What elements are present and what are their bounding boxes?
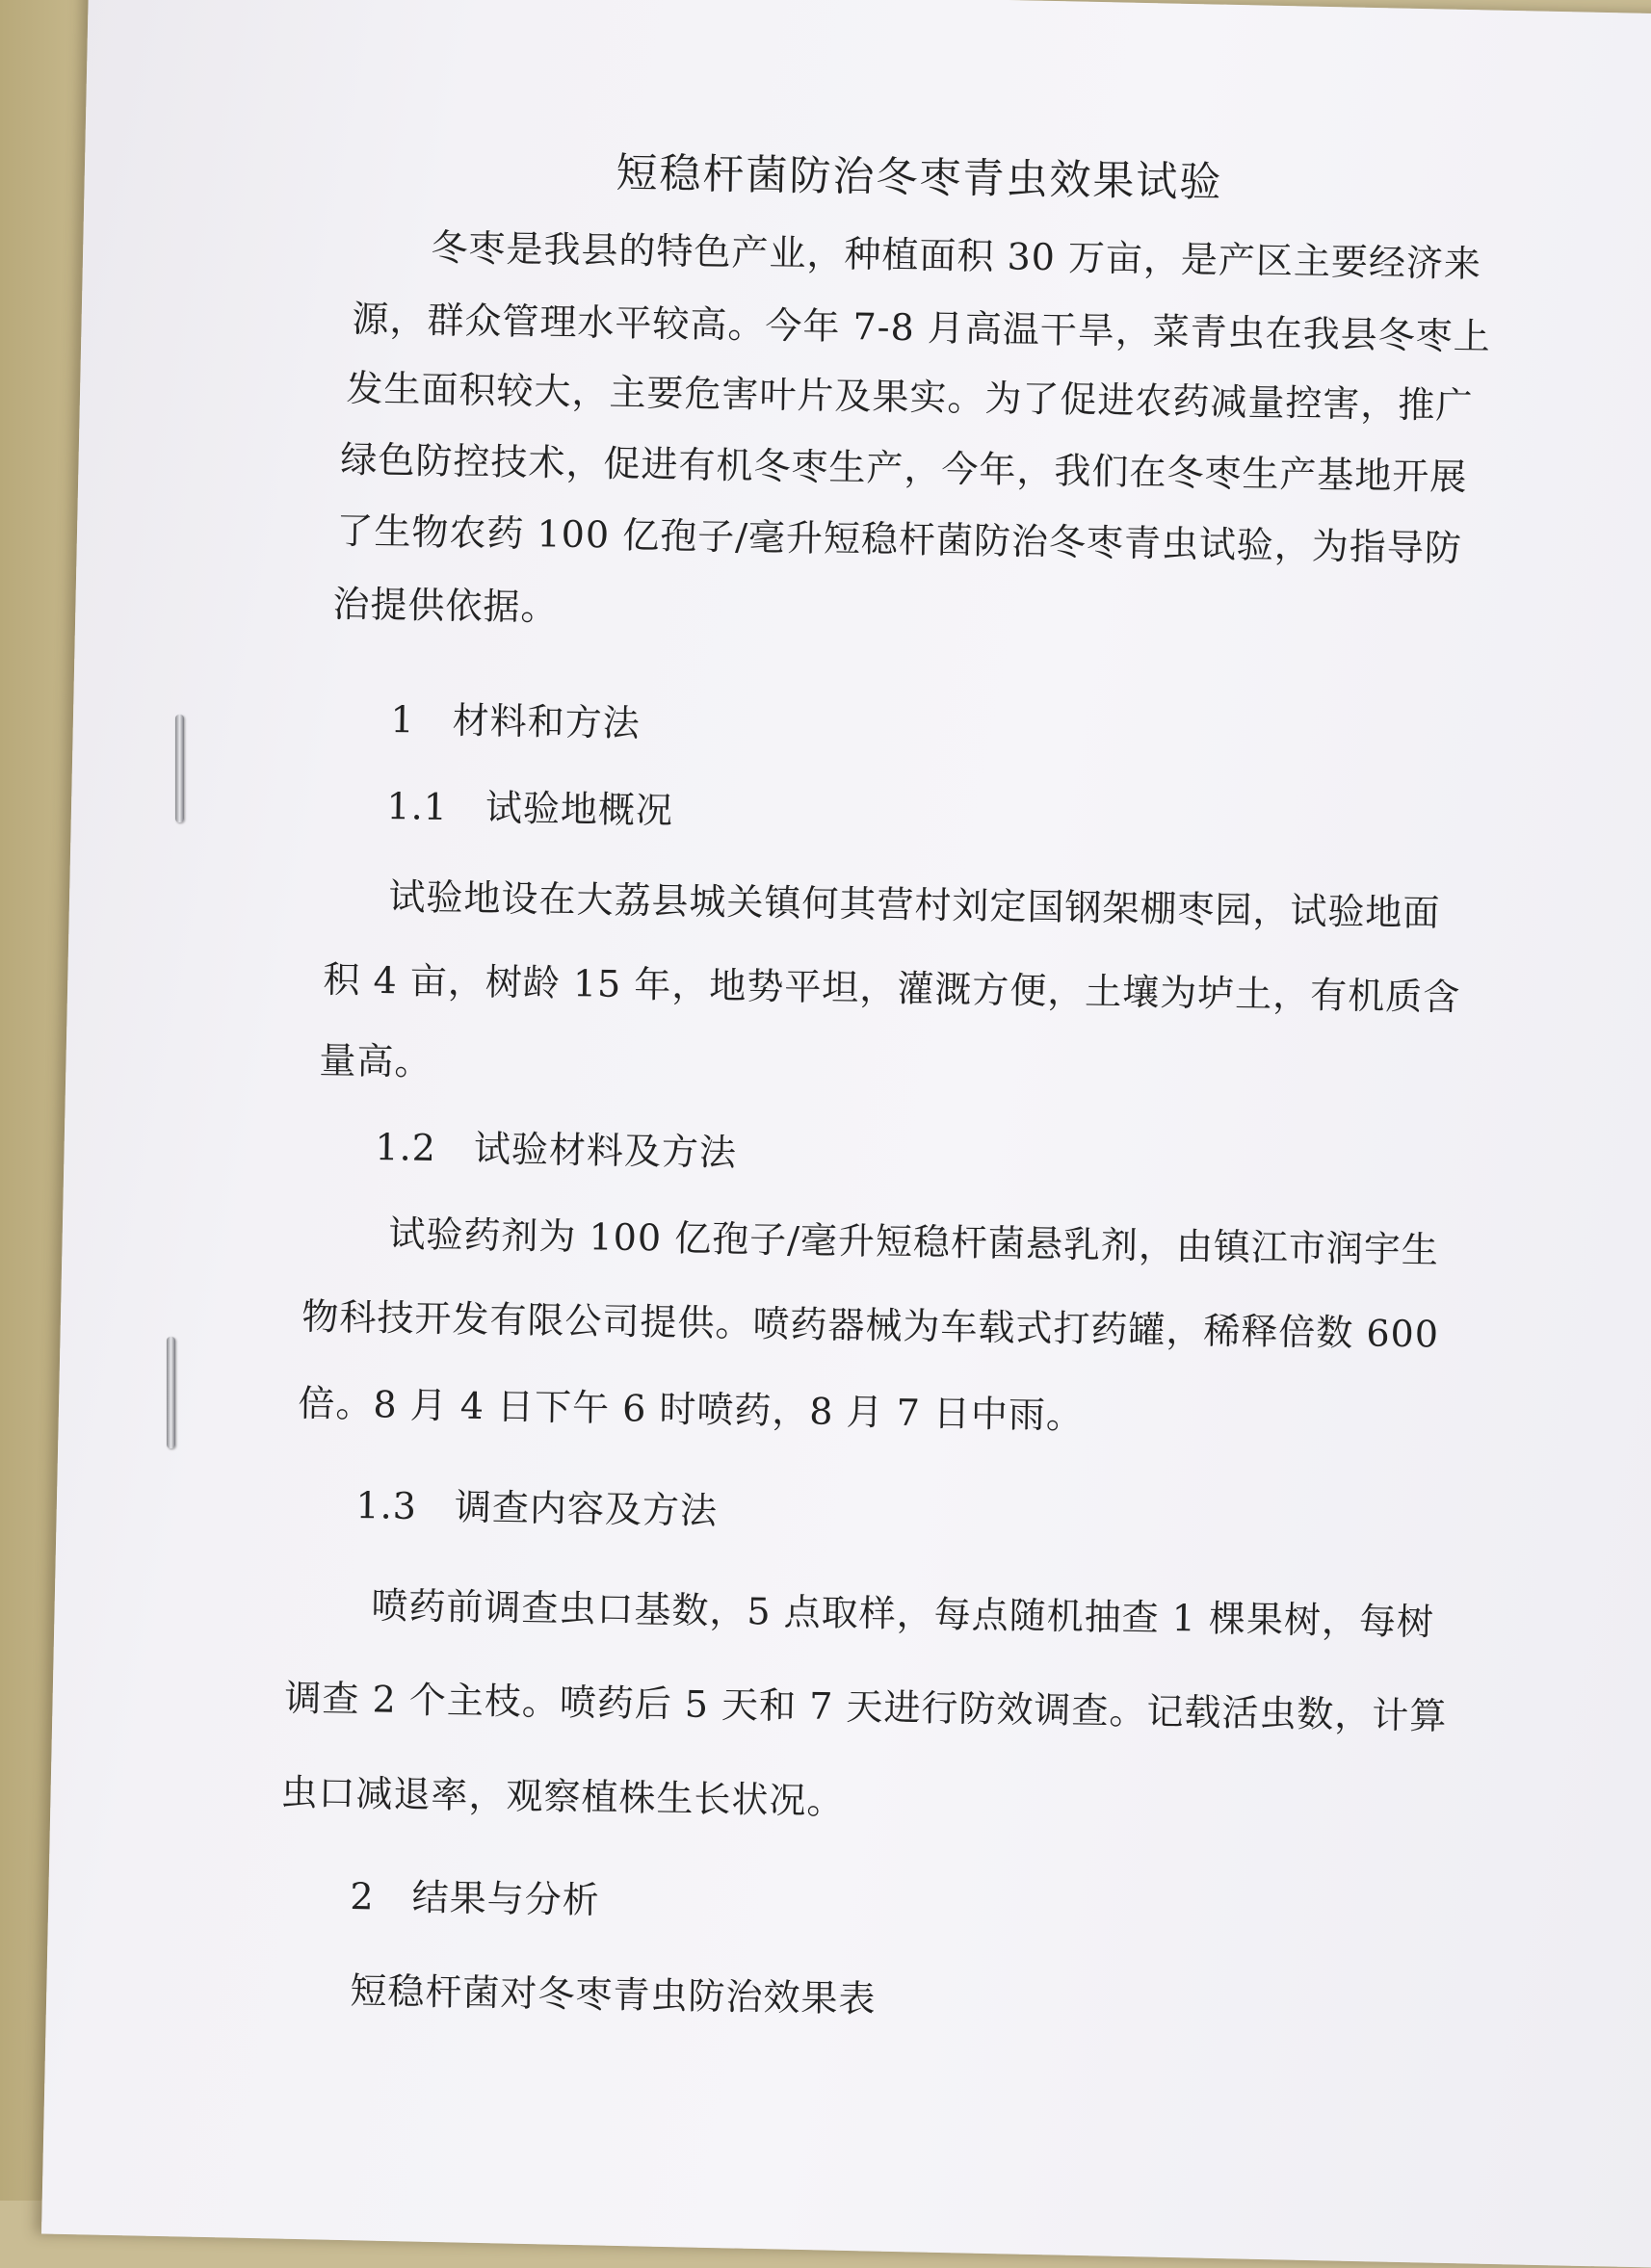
paragraph-line: 虫口减退率，观察植株生长状况。 xyxy=(280,1770,845,1823)
intro-line: 绿色防控技术，促进有机冬枣生产，今年，我们在冬枣生产基地开展 xyxy=(340,437,1468,499)
intro-line: 冬枣是我县的特色产业，种植面积 30 万亩，是产区主要经济来 xyxy=(431,225,1482,286)
paragraph-line: 量高。 xyxy=(319,1038,432,1083)
intro-line: 发生面积较大，主要危害叶片及果实。为了促进农药减量控害，推广 xyxy=(346,366,1474,428)
paragraph-line: 喷药前调查虫口基数，5 点取样，每点随机抽查 1 棵果树，每树 xyxy=(371,1583,1435,1644)
paragraph-line: 物科技开发有限公司提供。喷药器械为车载式打药罐，稀释倍数 600 xyxy=(301,1294,1440,1356)
paragraph-line: 试验地设在大荔县城关镇何其营村刘定国钢架棚枣园，试验地面 xyxy=(388,874,1441,935)
subsection-heading: 1.1 试验地概况 xyxy=(386,784,674,832)
table-caption: 短稳杆菌对冬枣青虫防治效果表 xyxy=(350,1968,877,2020)
intro-line: 源，群众管理水平较高。今年 7-8 月高温干旱，菜青虫在我县冬枣上 xyxy=(352,297,1492,358)
section-heading: 2 结果与分析 xyxy=(350,1874,601,1922)
paragraph-line: 试验药剂为 100 亿孢子/毫升短稳杆菌悬乳剂，由镇江市润宇生 xyxy=(388,1212,1440,1272)
paragraph-line: 积 4 亩，树龄 15 年，地势平坦，灌溉方便，土壤为垆土，有机质含 xyxy=(323,957,1461,1019)
document-title: 短稳杆菌防治冬枣青虫效果试验 xyxy=(616,148,1223,207)
intro-line: 治提供依据。 xyxy=(332,582,559,629)
section-heading: 1 材料和方法 xyxy=(390,697,642,745)
paragraph-line: 调查 2 个主枝。喷药后 5 天和 7 天进行防效调查。记载活虫数，计算 xyxy=(284,1676,1448,1737)
paragraph-line: 倍。8 月 4 日下午 6 时喷药，8 月 7 日中雨。 xyxy=(298,1381,1085,1437)
subsection-heading: 1.2 试验材料及方法 xyxy=(375,1125,738,1174)
subsection-heading: 1.3 调查内容及方法 xyxy=(355,1483,719,1532)
intro-line: 了生物农药 100 亿孢子/毫升短稳杆菌防治冬枣青虫试验，为指导防 xyxy=(336,508,1463,570)
